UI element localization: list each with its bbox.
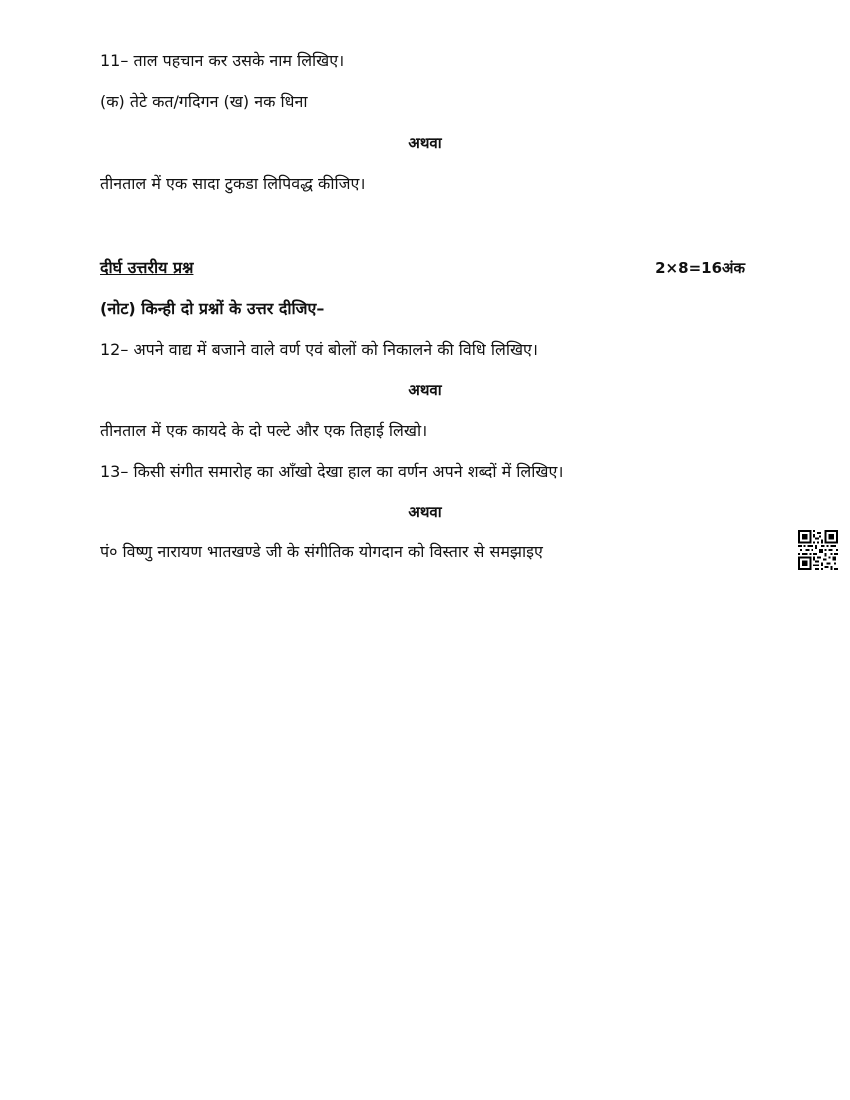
section-note: (नोट) किन्ही दो प्रश्नों के उत्तर दीजिए– bbox=[100, 299, 325, 318]
question-11: 11– ताल पहचान कर उसके नाम लिखिए। bbox=[100, 51, 345, 70]
question-13: 13– किसी संगीत समारोह का आँखो देखा हाल का वर्णन अपने शब्दों में लिखिए। bbox=[100, 462, 564, 481]
question-13-alternative: पं० विष्णु नारायण भातखण्डे जी के संगीतिक योगदान को विस्तार से समझाइए bbox=[100, 542, 543, 561]
question-12: 12– अपने वाद्य में बजाने वाले वर्ण एवं बोलों को निकालने की विधि लिखिए। bbox=[100, 340, 538, 359]
question-12-alternative: तीनताल में एक कायदे के दो पल्टे और एक तिहाई लिखो। bbox=[100, 421, 428, 440]
or-divider-3: अथवा bbox=[408, 503, 442, 521]
section-marks: 2×8=16अंक bbox=[655, 259, 745, 277]
or-divider-2: अथवा bbox=[408, 381, 442, 399]
question-11-alternative: तीनताल में एक सादा टुकडा लिपिवद्ध कीजिए। bbox=[100, 174, 366, 193]
section-title: दीर्घ उत्तरीय प्रश्न bbox=[100, 258, 194, 277]
question-11-options: (क) तेटे कत/गदिगन (ख) नक धिना bbox=[100, 92, 308, 111]
qr-code-icon bbox=[798, 530, 838, 570]
or-divider-1: अथवा bbox=[408, 134, 442, 152]
